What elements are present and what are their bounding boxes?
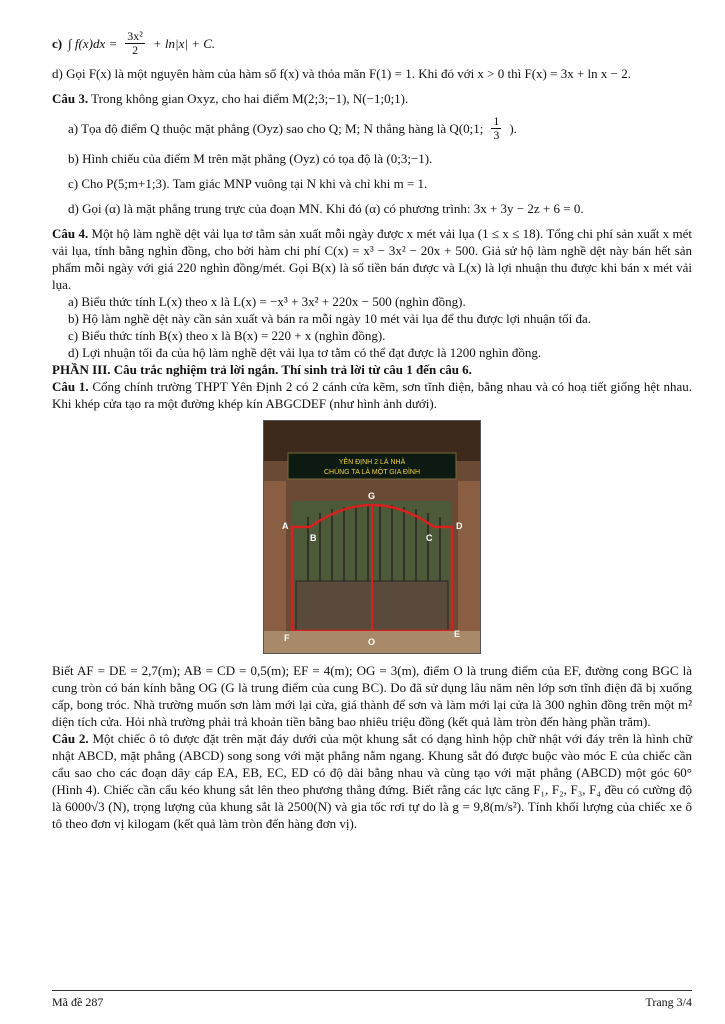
gate-illustration (264, 421, 480, 653)
label-f: F (284, 633, 290, 643)
gate-photo (263, 420, 481, 654)
exam-code: Mã đề 287 (52, 995, 104, 1009)
label-b: B (310, 533, 317, 543)
banner-line-2: CHÚNG TA LÀ MỘT GIA ĐÌNH (323, 469, 421, 476)
part3-heading: PHẦN III. Câu trắc nghiệm trả lời ngắn. Thí sinh trả lời từ câu 1 đến câu 6. (52, 362, 472, 377)
q4-option-d: d) Lợi nhuận tối đa của hộ làm nghề dệt vải lụa tơ tằm có thể đạt được là 1200 nghìn đồng. (68, 345, 542, 360)
label-a: A (282, 521, 289, 531)
q3-option-c: c) Cho P(5;m+1;3). Tam giác MNP vuông tại N khi và chỉ khi m = 1. (68, 176, 428, 191)
q3-title: Câu 3. (52, 91, 89, 106)
q2-c-num: 3x² (127, 29, 143, 43)
p3q2-title: Câu 2. (52, 731, 89, 746)
label-e: E (454, 629, 461, 639)
banner-line-1: YÊN ĐỊNH 2 LÀ NHÀ (338, 459, 406, 466)
q4-option-b: b) Hộ làm nghề dệt này cần sản xuất và bán ra mỗi ngày 10 mét vải lụa để thu được lợi nhuận tối đa. (68, 311, 591, 326)
q4-stem-line (52, 225, 692, 293)
q2-c-fraction (125, 30, 145, 57)
p3q2-stem: Một chiếc ô tô được đặt trên mặt đáy dưới của một khung sắt có dạng hình hộp chữ nhật với đáy trên là hình chữ nhật ABCD, mặt phẳng (ABCD) song song với mặt phẳng nằm ngang. Khung sắt đó được buộc vào móc E của chiếc cần cẩu sao cho các đoạn dây cáp EA, EB, EC, ED có độ dài bằng nhau và cùng tạo với mặt phẳng (ABCD) một góc 60° (Hình 4). Chiếc cần cẩu kéo khung sắt lên theo phương thẳng đứng. Biết rằng các lực căng F₁, F₂, F₃, F₄ đều có cường độ là 6000√3 (N), trọng lượng của khung sắt là 2500(N) và gia tốc rơi tự do là g = 9,8(m/s²). Tính khối lượng của chiếc xe ô tô theo đơn vị kilogam (kết quả làm tròn đến hàng đơn vị). (52, 731, 692, 831)
q3-a-prefix: a) Tọa độ điểm Q thuộc mặt phẳng (Oyz) sao cho Q; M; N thẳng hàng là Q(0;1; (68, 121, 484, 136)
label-g: G (368, 491, 376, 501)
q3-stem-line (52, 90, 692, 107)
p3q1-body: Biết AF = DE = 2,7(m); AB = CD = 0,5(m); EF = 4(m); OG = 3(m), điểm O là trung điểm của EF, đường cong BGC là cung tròn có bán kính bằng OG (G là trung điểm của cung BC). Do đã sử dụng lâu năm nên lớp sơn tĩnh điện đã bị xuống cấp, bong tróc. Nhà trường muốn sơn làm mới lại cửa, giá thành để sơn và làm mới lại cửa là 300 nghìn đồng trên một m² diện tích cửa. Hỏi nhà trường phải trả khoản tiền bằng bao nhiêu triệu đồng (kết quả làm tròn đến hàng phần trăm). (52, 663, 692, 729)
q3-a-num: 1 (493, 114, 500, 128)
q2-option-d: d) Gọi F(x) là một nguyên hàm của hàm số f(x) và thỏa mãn F(1) = 1. Khi đó với x > 0 thì F(x) = 3x + ln x − 2. (52, 66, 631, 81)
p3q2-stem-line (52, 730, 692, 832)
label-o: O (368, 637, 376, 647)
q2-c-label: c) (52, 36, 63, 51)
q2-option-c (52, 30, 692, 57)
q3-option-b: b) Hình chiếu của điểm M trên mặt phẳng (Oyz) có tọa độ là (0;3;−1). (68, 151, 433, 166)
q2-c-lhs: ∫ f(x)dx = (68, 36, 118, 51)
p3q1-stem-line (52, 378, 692, 412)
q3-option-d: d) Gọi (α) là mặt phẳng trung trực của đoạn MN. Khi đó (α) có phương trình: 3x + 3y − 2z + 6 = 0. (68, 201, 584, 216)
q3-a-fraction (491, 115, 501, 142)
p3q1-stem: Cổng chính trường THPT Yên Định 2 có 2 cánh cửa kẽm, sơn tĩnh điện, bằng nhau và có hoạ tiết giống hệt nhau. Khi khép cửa tạo ra một đường khép kín ABGCDEF (như hình ảnh dưới). (52, 379, 693, 411)
q3-a-suffix: ). (509, 121, 517, 136)
q4-title: Câu 4. (52, 226, 89, 241)
q3-a-den: 3 (493, 128, 500, 142)
p3q1-title: Câu 1. (52, 379, 89, 394)
q2-c-den: 2 (132, 43, 139, 57)
q4-option-c: c) Biểu thức tính B(x) theo x là B(x) = 220 + x (nghìn đồng). (68, 328, 386, 343)
label-c: C (426, 533, 433, 543)
page-content (52, 30, 692, 832)
label-d: D (456, 521, 463, 531)
q3-stem: Trong không gian Oxyz, cho hai điểm M(2;3;−1), N(−1;0;1). (91, 91, 409, 106)
q4-stem: Một hộ làm nghề dệt vải lụa tơ tằm sản xuất mỗi ngày được x mét vải lụa (1 ≤ x ≤ 18). Tổng chi phí sản xuất x mét vải lụa, tính bằng nghìn đồng, cho bởi hàm chi phí C(x) = x³ − 3x² − 20x + 500. Giả sử hộ làm nghề dệt này bán hết sản phẩm mỗi ngày với giá 220 nghìn đồng/mét. Gọi B(x) là số tiền bán được và L(x) là lợi nhuận thu được khi bán x mét vải lụa. (52, 226, 693, 292)
page-footer (52, 990, 692, 1010)
q2-c-rhs: + ln|x| + C. (152, 36, 216, 51)
page-number: Trang 3/4 (645, 995, 692, 1009)
q3-option-a (52, 115, 692, 142)
q4-option-a: a) Biểu thức tính L(x) theo x là L(x) = −x³ + 3x² + 220x − 500 (nghìn đồng). (68, 294, 466, 309)
gate-photo-wrap (52, 420, 692, 654)
